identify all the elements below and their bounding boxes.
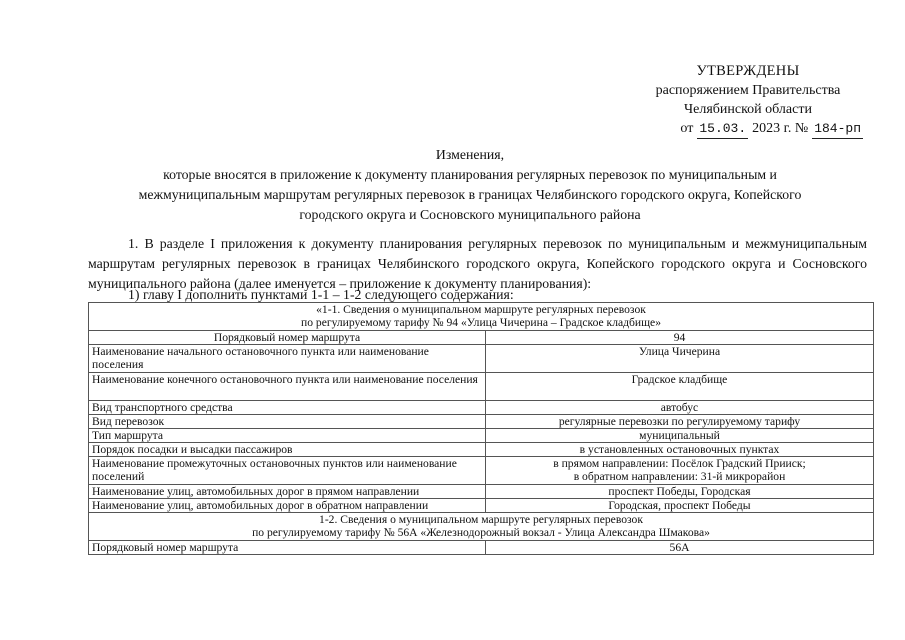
row-value: в установленных остановочных пунктах xyxy=(486,443,874,457)
approval-line-1: распоряжением Правительства xyxy=(655,83,841,98)
section-2-title: 1-2. Сведения о муниципальном маршруте регулярных перевозок xyxy=(319,513,643,526)
row-value: Улица Чичерина xyxy=(486,345,874,373)
row-label: Наименование промежуточных остановочных пунктов или наименование поселений xyxy=(89,457,486,485)
row-label: Тип маршрута xyxy=(89,429,486,443)
table-row xyxy=(89,541,874,555)
document-number: 184-рп xyxy=(812,119,863,139)
row-value: 94 xyxy=(486,331,874,345)
row-label: Порядковый номер маршрута xyxy=(89,331,486,345)
approval-block xyxy=(633,62,863,139)
section-2-subtitle: по регулируемому тарифу № 56А «Железнодорожный вокзал - Улица Александра Шмакова» xyxy=(252,526,710,539)
row-value: проспект Победы, Городская xyxy=(486,485,874,499)
row-label: Наименование начального остановочного пункта или наименование поселения xyxy=(89,345,486,373)
paragraph-2: 1) главу I дополнить пунктами 1-1 – 1-2 следующего содержания: xyxy=(128,287,514,302)
approval-line-2: Челябинской области xyxy=(684,102,812,117)
heading-line-1: Изменения, xyxy=(435,147,505,162)
section-2-header-row xyxy=(89,513,874,541)
row-label: Порядковый номер маршрута xyxy=(89,541,486,555)
row-value: автобус xyxy=(486,401,874,415)
heading-line-2: которые вносятся в приложение к документу планирования регулярных перевозок по муниципальным и xyxy=(163,167,777,182)
table-row xyxy=(89,345,874,373)
date-prefix: от xyxy=(680,121,694,136)
row-value: Градское кладбище xyxy=(486,373,874,401)
section-1-title: «1-1. Сведения о муниципальном маршруте регулярных перевозок xyxy=(316,303,646,316)
table-row xyxy=(89,415,874,429)
table-row xyxy=(89,429,874,443)
row-label: Наименование улиц, автомобильных дорог в обратном направлении xyxy=(89,499,486,513)
row-value: Городская, проспект Победы xyxy=(486,499,874,513)
table-row xyxy=(89,499,874,513)
row-value: 56А xyxy=(486,541,874,555)
row-value: регулярные перевозки по регулируемому тарифу xyxy=(486,415,874,429)
section-2-header xyxy=(89,513,874,541)
row-value: муниципальный xyxy=(486,429,874,443)
row-label: Вид перевозок xyxy=(89,415,486,429)
section-1-header-row xyxy=(89,303,874,331)
row-value-line: в прямом направлении: Посёлок Градский Прииск; xyxy=(553,457,806,470)
row-label: Порядок посадки и высадки пассажиров xyxy=(89,443,486,457)
table-row xyxy=(89,443,874,457)
heading-line-4: городского округа и Сосновского муниципального района xyxy=(299,207,641,222)
heading-line-3: межмуниципальным маршрутам регулярных перевозок в границах Челябинского городского округа, Копейского xyxy=(138,187,802,202)
row-value xyxy=(486,457,874,485)
date-value: 15.03. xyxy=(697,119,748,139)
document-heading xyxy=(95,145,845,225)
table-row xyxy=(89,457,874,485)
year-text: 2023 г. № xyxy=(752,121,809,136)
paragraph-1: 1. В разделе I приложения к документу планирования регулярных перевозок по муниципальным и межмуниципальным маршрутам регулярных перевозок в границах Челябинского городского округа, Копейского городского округа и Сосновского муниципального района (далее именуется – приложение к документу планирования): xyxy=(88,236,867,291)
table-row xyxy=(89,331,874,345)
table-row xyxy=(89,401,874,415)
approval-date-line xyxy=(633,119,863,139)
row-label: Наименование улиц, автомобильных дорог в прямом направлении xyxy=(89,485,486,499)
section-1-subtitle: по регулируемому тарифу № 94 «Улица Чичерина – Градское кладбище» xyxy=(301,316,661,329)
section-1-header xyxy=(89,303,874,331)
table-row xyxy=(89,373,874,401)
table-row xyxy=(89,485,874,499)
approval-title: УТВЕРЖДЕНЫ xyxy=(696,63,800,79)
row-label: Вид транспортного средства xyxy=(89,401,486,415)
routes-table xyxy=(88,302,874,555)
row-label: Наименование конечного остановочного пункта или наименование поселения xyxy=(89,373,486,401)
row-value-line: в обратном направлении: 31-й микрорайон xyxy=(573,470,786,483)
